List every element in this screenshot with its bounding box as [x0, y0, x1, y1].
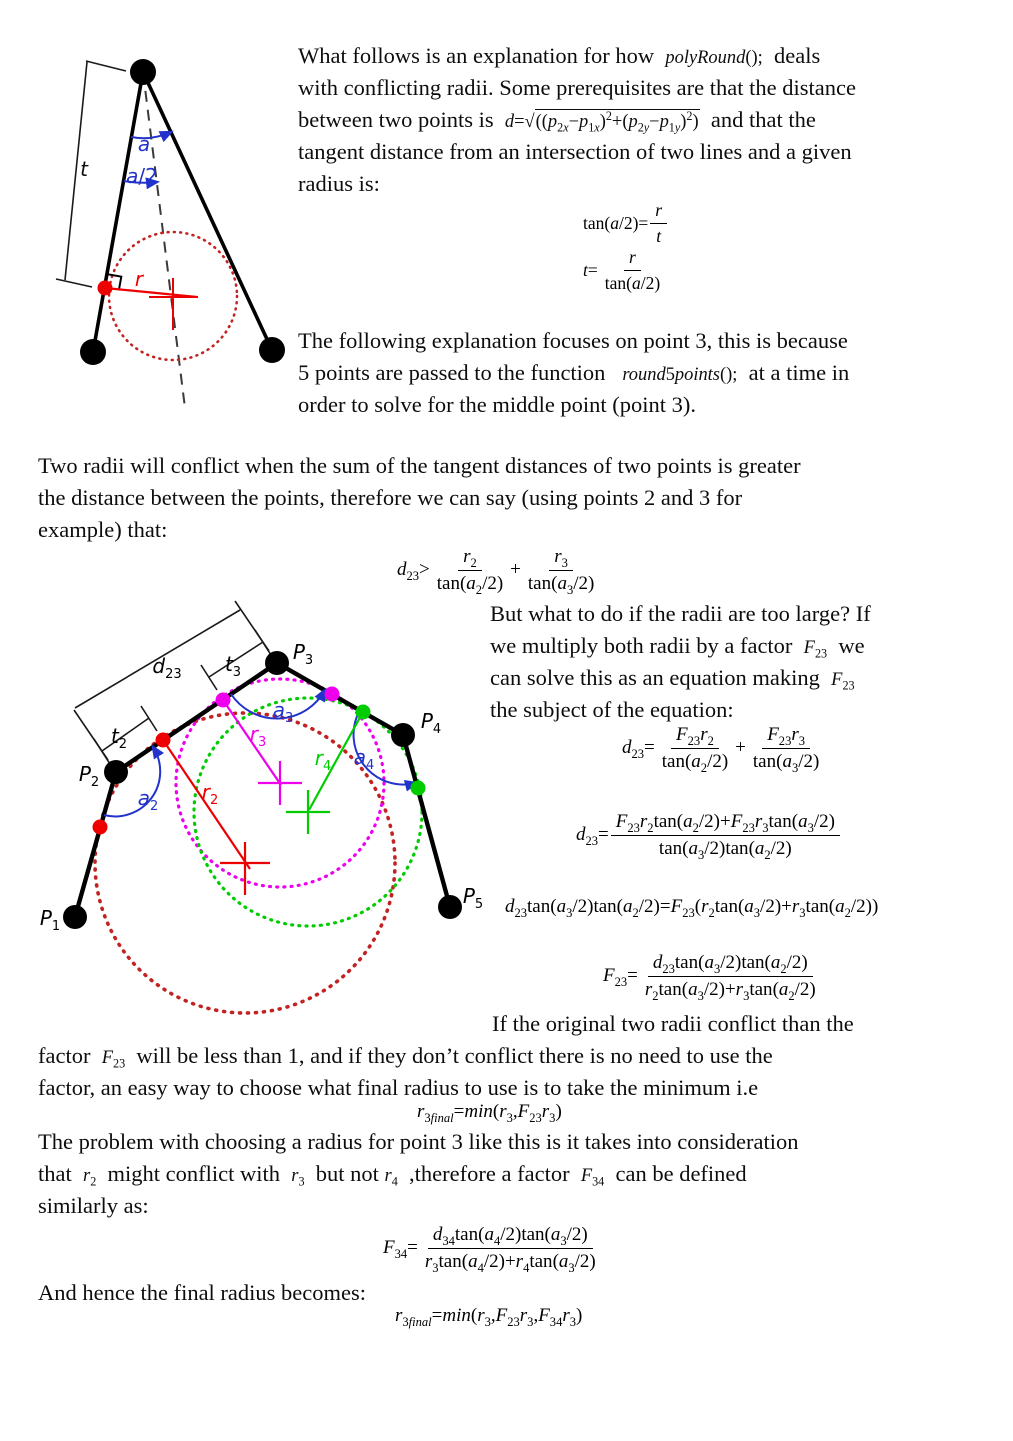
diagram-polygon-radii: [30, 600, 492, 1032]
t3-tick-right: [255, 630, 271, 655]
formula-f23-solved: $F_{23}=$ $\frac{d_{23}\tan(a_3/2)\tan(a_2/2)}{r_2\tan(a_3/2)+r_3\tan(a_2/2)}$: [603, 951, 816, 1003]
label-p3: $P_3$: [292, 640, 314, 668]
tangent-dot-green-2: [411, 781, 426, 796]
t3-tick-left: [201, 665, 217, 690]
paragraph-problem-with-choice: The problem with choosing a radius for point 3 like this is it takes into consideration that $r_2$ might conflict with $r_3$ but not $r_4$ ,therefore a factor $F_{34}$ can be defined similarly as:: [38, 1129, 799, 1218]
diagram1-canvas: [40, 50, 302, 418]
label-r3: $r_3$: [249, 722, 267, 750]
label-p1: $P_1$: [39, 906, 61, 934]
label-a3: $a_3$: [272, 698, 294, 726]
t2-tick-left: [94, 739, 110, 764]
label-p4: $P_4$: [420, 709, 442, 737]
paragraph-focus-point3: The following explanation focuses on point 3, this is because 5 points are passed to the function round5points(); at a time in order to solve for the middle point (point 3).: [298, 328, 850, 417]
label-a4: $a_4$: [353, 745, 375, 773]
point-p3-dot: [265, 651, 289, 675]
label-t3: $t_3$: [224, 652, 242, 680]
formula-r3final-min: $r_{3final}=\min(r_3,F_{23}r_3)$: [417, 1101, 562, 1125]
point-p2-dot: [104, 760, 128, 784]
paragraph-too-large: But what to do if the radii are too large? If we multiply both radii by a factor $F_{23}$ we can solve this as an equation making $F_{23}$ the subject of the equation:: [490, 601, 871, 722]
tangent-dot-magenta-1: [216, 693, 231, 708]
formula-d23-cross-multiplied: $d_{23}\tan(a_3/2)\tan(a_2/2)=F_{23}(r_2\tan(a_3/2)+r_3\tan(a_2/2))$: [505, 896, 879, 920]
dimension-tick-top: [86, 61, 126, 71]
diagram-tangent-construction: [40, 50, 302, 418]
formula-conflict-inequality: $d_{23}>$ $\frac{r_2}{\tan(a_2/2)}$ + $\frac{r_3}{\tan(a_3/2)}$: [397, 545, 595, 597]
diagram2-canvas: [30, 600, 492, 1032]
tangent-dot-magenta-2: [325, 687, 340, 702]
point-p4-dot: [391, 723, 415, 747]
formula-f34-definition: $F_{34}=$ $\frac{d_{34}\tan(a_4/2)\tan(a_3/2)}{r_3\tan(a_4/2)+r_4\tan(a_3/2)}$: [383, 1223, 596, 1275]
label-a: a: [137, 132, 151, 156]
label-r4: $r_4$: [314, 746, 332, 774]
tangent-dot-red-2: [93, 820, 108, 835]
formula-tan-half-angle: tan(a/2)= $\frac{r}{t}$: [583, 200, 669, 246]
label-a2: $a_2$: [137, 786, 159, 814]
paragraph-conflict-definition: Two radii will conflict when the sum of the tangent distances of two points is greater the distance between the points, therefore we can say (using points 2 and 3 for example) that:: [38, 453, 801, 542]
radius-line-r: [105, 288, 197, 297]
t2-tick-right: [141, 706, 157, 731]
paragraph-factor-less-than-1-intro: If the original two radii conflict than the: [492, 1011, 854, 1036]
label-p5: $P_5$: [462, 884, 484, 912]
angle-bisector-dashed: [143, 72, 185, 408]
paragraph-final-radius: And hence the final radius becomes:: [38, 1280, 367, 1305]
label-r: r: [134, 267, 144, 291]
label-d23: $d_{23}$: [152, 654, 182, 682]
formula-r3final-min-three: $r_{3final}=\min(r_3,F_{23}r_3,F_{34}r_3)$: [395, 1305, 583, 1329]
label-a-half: a/2: [126, 164, 158, 188]
dimension-tick-bottom: [56, 279, 92, 287]
tangent-dot-green-1: [356, 705, 371, 720]
formula-tangent-distance: t= $\frac{r}{\tan(a/2)}$: [583, 246, 661, 293]
vertex-dot: [130, 59, 156, 85]
point-p5-dot: [438, 895, 462, 919]
endpoint-dot-right: [259, 337, 285, 363]
right-edge: [143, 72, 272, 350]
tangent-point-dot: [98, 281, 113, 296]
label-t2: $t_2$: [110, 724, 128, 752]
label-p2: $P_2$: [78, 762, 100, 790]
paragraph-intro: What follows is an explanation for how polyRound(); deals with conflicting radii. Some prerequisites are that the distance between two points is $d=√((p_{2x}-p_{1x})^2+(p_{2y}-p_{1y})^2)$ and that the tangent distance from an intersection of two lines and a given radius is:: [298, 43, 856, 196]
tangent-dot-red-1: [156, 733, 171, 748]
label-t: t: [80, 157, 88, 181]
paragraph-factor-less-than-1: factor $F_{23}$ will be less than 1, and if they don’t conflict there is no need to use the factor, an easy way to choose what final radius to use is to take the minimum i.e: [38, 1043, 773, 1100]
formula-d23-combined-fraction: $d_{23}=$ $\frac{F_{23}r_2\tan(a_2/2)+F_{23}r_3\tan(a_3/2)}{\tan(a_3/2)\tan(a_2/2)}$: [576, 804, 842, 866]
endpoint-dot-left: [80, 339, 106, 365]
left-edge: [93, 72, 143, 352]
formula-d23-with-factor: $d_{23}=$ $\frac{F_{23}r_2}{\tan(a_2/2)}$ + $\frac{F_{23}r_3}{\tan(a_3/2)}$: [622, 723, 820, 775]
point-p1-dot: [63, 905, 87, 929]
label-r2: $r_2$: [201, 780, 219, 808]
